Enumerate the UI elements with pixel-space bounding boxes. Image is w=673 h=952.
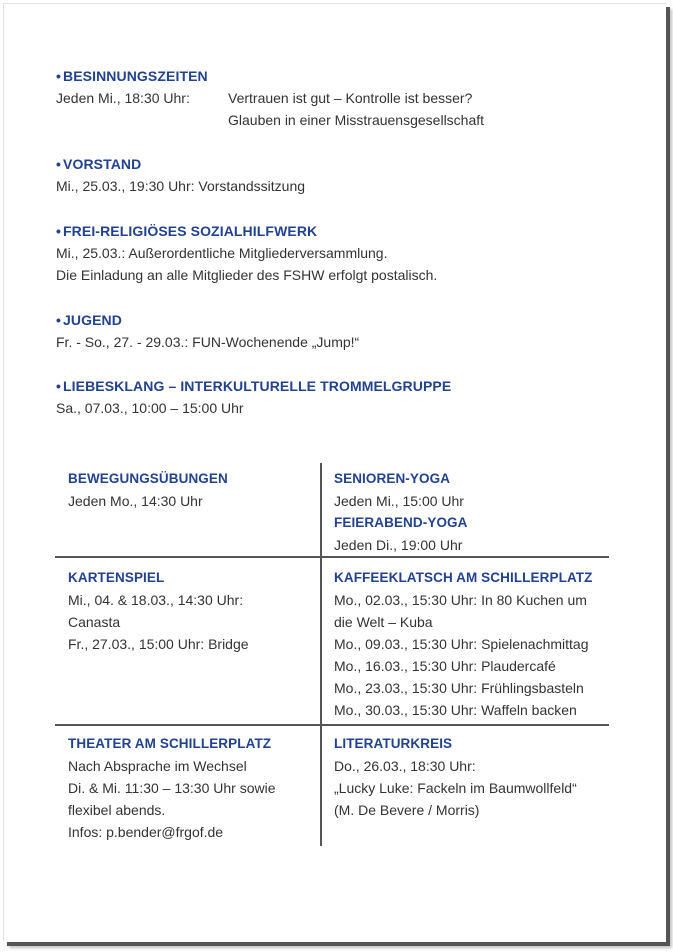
text-line: Canasta bbox=[68, 614, 121, 630]
cell-kartenspiel bbox=[68, 567, 249, 655]
text-line: Mo., 02.03., 15:30 Uhr: In 80 Kuchen um bbox=[334, 592, 587, 608]
text-line: Jeden Di., 19:00 Uhr bbox=[334, 537, 463, 553]
section-vorstand bbox=[56, 153, 305, 197]
text-line: „Lucky Luke: Fackeln im Baumwollfeld“ bbox=[334, 780, 577, 796]
text-line: flexibel abends. bbox=[68, 802, 166, 818]
cell-literaturkreis bbox=[334, 733, 577, 821]
table-vertical-rule bbox=[320, 463, 322, 846]
cell-theater bbox=[68, 733, 276, 843]
section-heading bbox=[56, 153, 305, 175]
text-line: Do., 26.03., 18:30 Uhr: bbox=[334, 758, 476, 774]
cell-heading: SENIOREN-YOGA bbox=[334, 471, 451, 486]
text-line: Di. & Mi. 11:30 – 13:30 Uhr sowie bbox=[68, 780, 276, 796]
section-title: VORSTAND bbox=[63, 156, 142, 172]
section-jugend bbox=[56, 309, 359, 353]
cell-heading: THEATER AM SCHILLERPLATZ bbox=[68, 736, 272, 751]
text-line: Mo., 09.03., 15:30 Uhr: Spielenachmittag bbox=[334, 636, 589, 652]
text-line: Die Einladung an alle Mitglieder des FSHW erfolgt postalisch. bbox=[56, 267, 438, 283]
cell-heading: KAFFEEKLATSCH AM SCHILLERPLATZ bbox=[334, 570, 593, 585]
text-line: Mo., 30.03., 15:30 Uhr: Waffeln backen bbox=[334, 702, 577, 718]
cell-heading: FEIERABEND-YOGA bbox=[334, 515, 468, 530]
text-line: Sa., 07.03., 10:00 – 15:00 Uhr bbox=[56, 400, 244, 416]
bullet-icon: • bbox=[56, 223, 62, 239]
section-heading bbox=[56, 65, 484, 87]
cell-bewegungsuebungen bbox=[68, 468, 228, 512]
text-line: Nach Absprache im Wechsel bbox=[68, 758, 247, 774]
text-line: Fr., 27.03., 15:00 Uhr: Bridge bbox=[68, 636, 249, 652]
text-line: Mo., 16.03., 15:30 Uhr: Plaudercafé bbox=[334, 658, 556, 674]
email-text: Infos: p.bender@frgof.de bbox=[68, 824, 224, 840]
text-line: Glauben in einer Misstrauensgesellschaft bbox=[228, 112, 485, 128]
cell-kaffeeklatsch bbox=[334, 567, 592, 721]
section-title: FREI-RELIGIÖSES SOZIALHILFWERK bbox=[63, 223, 318, 239]
section-besinnungszeiten bbox=[56, 65, 484, 131]
section-title: BESINNUNGSZEITEN bbox=[63, 68, 208, 84]
section-title: JUGEND bbox=[63, 312, 122, 328]
cell-heading: LITERATURKREIS bbox=[334, 736, 453, 751]
bullet-icon: • bbox=[56, 312, 62, 328]
text-line: die Welt – Kuba bbox=[334, 614, 433, 630]
text-line: Mi., 04. & 18.03., 14:30 Uhr: bbox=[68, 592, 244, 608]
table-horizontal-rule bbox=[55, 724, 609, 726]
text-line: Jeden Mi., 15:00 Uhr bbox=[334, 493, 464, 509]
text-line: Mi., 25.03.: Außerordentliche Mitgliederversammlung. bbox=[56, 245, 388, 261]
bullet-icon: • bbox=[56, 156, 62, 172]
cell-yoga bbox=[334, 468, 468, 556]
cell-heading: KARTENSPIEL bbox=[68, 570, 165, 585]
text-line: Mo., 23.03., 15:30 Uhr: Frühlingsbasteln bbox=[334, 680, 584, 696]
table-horizontal-rule bbox=[55, 556, 609, 558]
text-line: Vertrauen ist gut – Kontrolle ist besser? bbox=[228, 90, 473, 106]
cell-heading: BEWEGUNGSÜBUNGEN bbox=[68, 471, 228, 486]
bullet-icon: • bbox=[56, 68, 62, 84]
section-sozialhilfwerk bbox=[56, 220, 437, 286]
section-title: LIEBESKLANG – INTERKULTURELLE TROMMELGRUPPE bbox=[63, 378, 452, 394]
bullet-icon: • bbox=[56, 378, 62, 394]
text-line: Jeden Mo., 14:30 Uhr bbox=[68, 493, 203, 509]
text-line: (M. De Bevere / Morris) bbox=[334, 802, 480, 818]
text-line: Mi., 25.03., 19:30 Uhr: Vorstandssitzung bbox=[56, 178, 306, 194]
schedule-label: Jeden Mi., 18:30 Uhr: bbox=[56, 90, 190, 106]
section-heading bbox=[56, 309, 359, 331]
section-heading bbox=[56, 220, 437, 242]
section-liebesklang bbox=[56, 375, 451, 419]
text-line: Fr. - So., 27. - 29.03.: FUN-Wochenende „Jump!“ bbox=[56, 334, 360, 350]
section-heading bbox=[56, 375, 451, 397]
